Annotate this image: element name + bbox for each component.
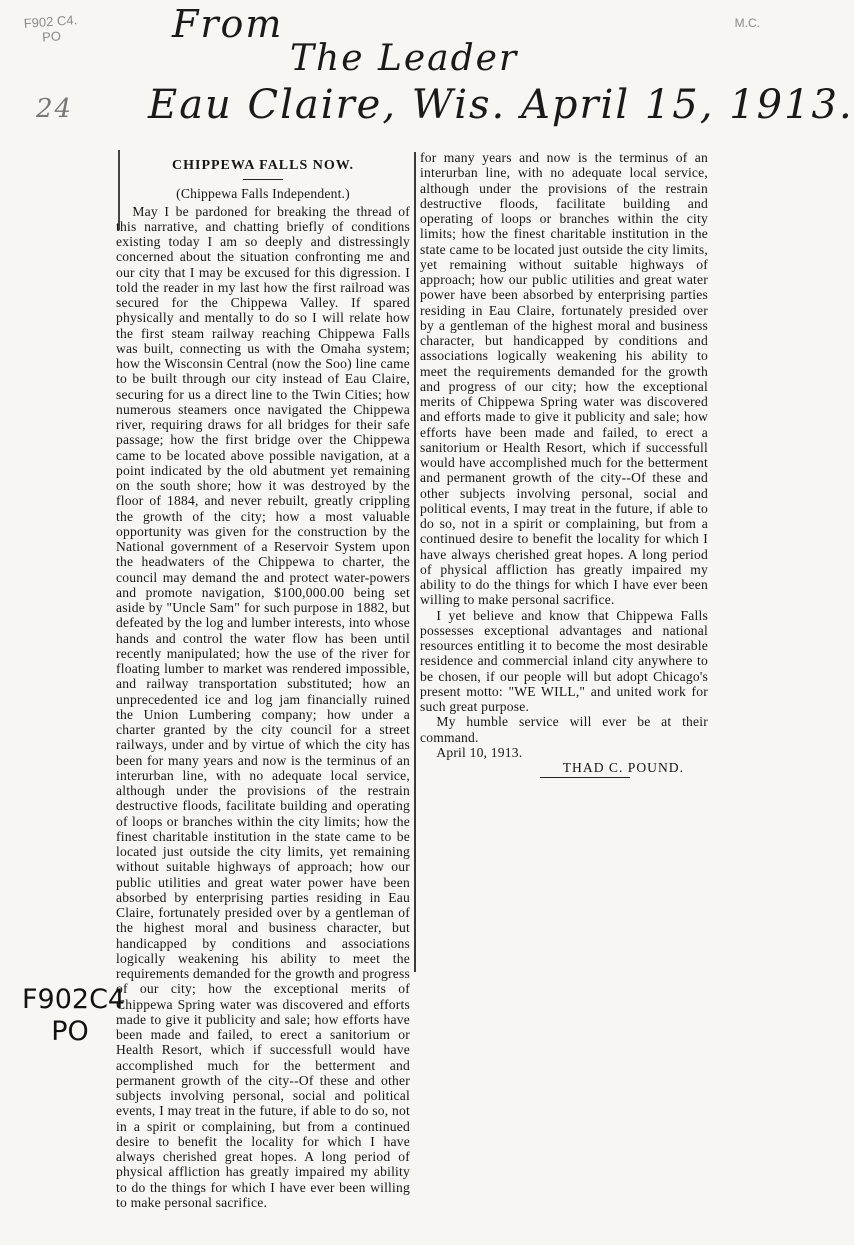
signature-name: THAD C. POUND. <box>562 760 684 775</box>
article-column-right <box>420 150 708 778</box>
handwritten-from: From <box>172 2 284 46</box>
signature-date: April 10, 1913. <box>436 744 523 760</box>
bottom-reference-line-1: F902C4 <box>22 984 126 1015</box>
bottom-reference-line-2: PO <box>51 1016 89 1047</box>
bottom-reference <box>22 984 126 1048</box>
headline: CHIPPEWA FALLS NOW. <box>172 158 354 173</box>
article-paragraph-1: May I be pardoned for breaking the thread of this narrative, and chatting briefly of conditions existing today I am so deeply and distressingly concerned about the situation confronting me and our city that I may be excused for this digression. I told the reader in my last how the first railroad was secured for the Chippewa Valley. If spared physically and mentally to do so I will relate how the first steam railway reaching Chippewa Falls was built, connecting us with the Omaha system; how the Wisconsin Central (now the Soo) line came to be built through our city instead of Eau Claire, securing for us a direct line to the Twin Cities; how numerous steamers once navigated the Chippewa river, requiring draws for all bridges for their safe passage; how the first bridge over the Chippewa came to be located above possible navigation, at a point indicated by the old abutment yet remaining on the south shore; how it was destroyed by the floor of 1884, and never rebuilt, greatly crippling the growth of the city; how a most valuable opportunity was given for the construction by the National government of a Reservoir System upon the headwaters of the Chippewa to charter, the council may demand the and protect water-powers and promote navigation, $100,000.00 being set aside by "Uncle Sam" for such purpose in 1882, but defeated by the log and lumber interests, into whose hands and control the water flow has been until recently manipulated; how the use of the river for floating lumber to market was rendered impossible, and railway transportation substituted; how an unprecedented ice and log jam financially ruined the Union Lumbering company; how under a charter granted by the city council for a street railways, under and by virtue of which the city has been for many years and now is the terminus of an interurban line, with no adequate local service, although under the provisions of the restrain destructive floods, facilitate building and operating of loops or branches within the city limits; how the finest charitable institution in the state came to be located just outside the city limits, yet remaining without suitable highways of approach; how our public utilities and great water power have been absorbed by enterprising parties residing in Eau Claire, fortunately presided over by a gentleman of the highest moral and business character, but handicapped by conditions and associations logically weakening his ability to meet the requirements demanded for the growth and progress of our city; how the exceptional merits of Chippewa Spring water was discovered and efforts made to give it publicity and sale; how efforts have been made and failed, to erect a sanitorium or Health Resort, which if successfull would have accomplished much for the betterment and permanent growth of the city--Of these and other subjects involving personal, social and political events, I may treat in the future, if able to do so, not in a spirit or complaining, but from a continued desire to benefit the locality for which I have always cherished great hopes. A long period of physical affliction has greatly impaired my ability to do the things for which I have ever been willing to make personal sacrifice. <box>116 203 410 1210</box>
signature-rule <box>540 777 630 778</box>
corner-ref-top-right: M.C. <box>734 16 760 30</box>
source-line: (Chippewa Falls Independent.) <box>176 186 350 202</box>
article-paragraph-2: I yet believe and know that Chippewa Falls possesses exceptional advantages and national resources entitling it to become the most desirable residence and commercial inland city anywhere to be chosen, if our people will but adopt Chicago's present motto: "WE WILL," and united work for such great purpose. <box>420 607 708 714</box>
article-paragraph-3: My humble service will ever be at their command. <box>420 714 708 745</box>
column-rule <box>414 152 416 972</box>
article-column-left <box>116 150 410 1210</box>
handwritten-paper-name: The Leader <box>290 38 519 79</box>
corner-ref-line-1: F902 C4. <box>23 12 78 31</box>
corner-ref-top-left <box>5 11 97 47</box>
article-paragraph-1-continued: for many years and now is the terminus of an interurban line, with no adequate local service, although under the provisions of the restrain destructive floods, facilitate building and operating of loops or branches within the city limits; how the finest charitable institution in the state came to be located just outside the city limits, yet remaining without suitable highways of approach; how our public utilities and great water power have been absorbed by enterprising parties residing in Eau Claire, fortunately presided over by a gentleman of the highest moral and business character, but handicapped by conditions and associations logically weakening his ability to meet the requirements demanded for the growth and progress of our city; how the exceptional merits of Chippewa Spring water was discovered and efforts made to give it publicity and sale; how efforts have been made and failed, to erect a sanitorium or Health Resort, which if successfull would have accomplished much for the betterment and permanent growth of the city--Of these and other subjects involving personal, social and political events, I may treat in the future, if able to do so, not in a spirit or complaining, but from a continued desire to benefit the locality for which I have always cherished great hopes. A long period of physical affliction has greatly impaired my ability to do the things for which I have ever been willing to make personal sacrifice. <box>420 150 708 608</box>
headline-rule <box>243 179 283 180</box>
margin-number: 24 <box>36 94 74 124</box>
corner-ref-line-2: PO <box>41 28 62 45</box>
handwritten-place-date: Eau Claire, Wis. April 15, 1913. <box>148 82 854 128</box>
